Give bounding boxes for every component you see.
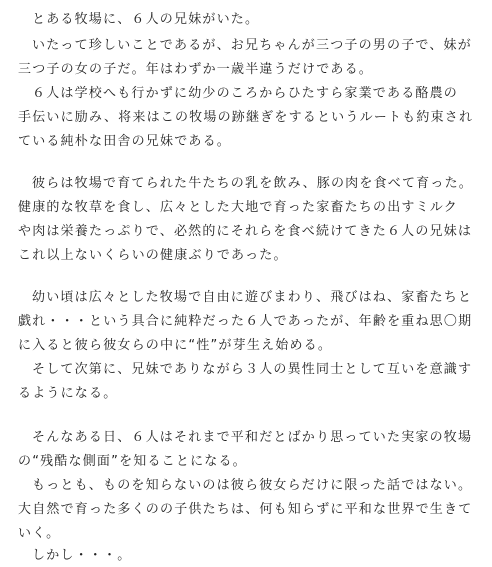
text-line: もっとも、ものを知らないのは彼ら彼女らだけに限った話ではない。 [32, 478, 473, 493]
text-line: 幼い頃は広々とした牧場で自由に遊びまわり、飛びはね、家畜たちと [32, 290, 473, 305]
text-line: 戯れ・・・という具合に純粋だった６人であったが、年齢を重ね思〇期 [18, 314, 473, 329]
text-line: とある牧場に、６人の兄妹がいた。 [32, 12, 260, 27]
text-line: 彼らは牧場で育てられた牛たちの乳を飲み、豚の肉を食べて育った。 [32, 176, 473, 191]
text-line: いたって珍しいことであるが、お兄ちゃんが三つ子の男の子で、妹が [32, 38, 472, 53]
text-line: ６人は学校へも行かずに幼少のころからひたすら家業である酪農の [32, 86, 459, 101]
text-line: 三つ子の女の子だ。年はわずか一歳半違うだけである。 [18, 62, 374, 77]
text-line: に入ると彼ら彼女らの中に“性”が芽生え始める。 [18, 338, 333, 353]
text-line: るようになる。 [18, 386, 118, 401]
text-line: 大自然で育った多くのの子供たちは、何も知らずに平和な世界で生きて [18, 502, 473, 517]
text-line: の“残酷な側面”を知ることになる。 [18, 454, 247, 469]
text-line: ている純朴な田舎の兄妹である。 [18, 134, 232, 149]
text-line: そんなある日、６人はそれまで平和だとばかり思っていた実家の牧場 [32, 430, 473, 445]
text-line: しかし・・・。 [32, 548, 132, 563]
text-line: そして次第に、兄妹でありながら３人の異性同士として互いを意識す [32, 362, 473, 377]
text-line: これ以上ないくらいの健康ぶりであった。 [18, 248, 288, 263]
text-line: いく。 [18, 526, 61, 541]
text-line: 健康的な牧草を食し、広々とした大地で育った家畜たちの出すミルク [18, 200, 458, 215]
text-line: 手伝いに励み、将来はこの牧場の跡継ぎをするというルートも約束され [18, 110, 474, 125]
text-line: や肉は栄養たっぷりで、必然的にそれらを食べ続けてきた６人の兄妹は [18, 224, 473, 239]
